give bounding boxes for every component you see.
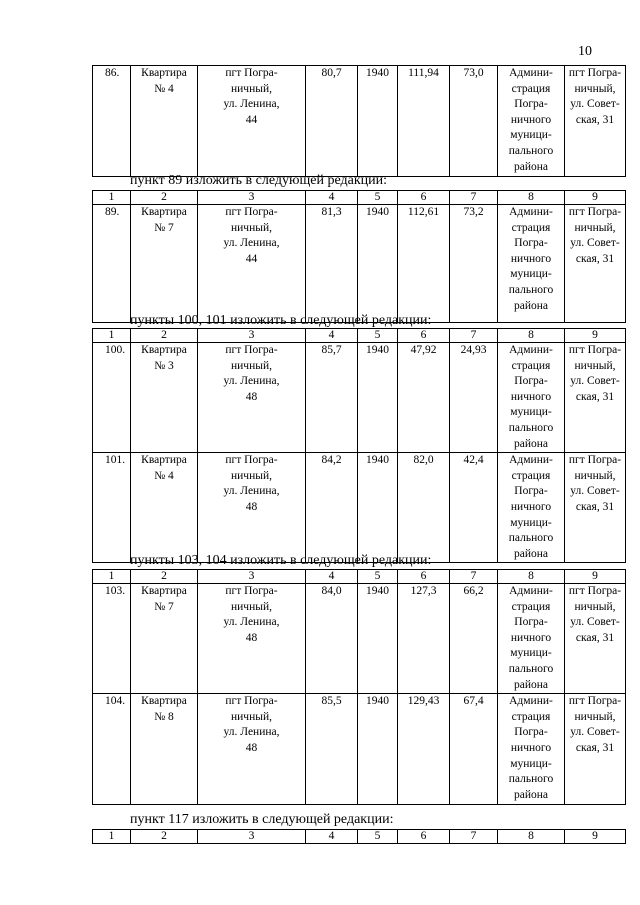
section-heading: пункты 100, 101 изложить в следующей редакции: bbox=[130, 313, 432, 328]
cell-line: Погра- bbox=[514, 237, 548, 250]
cell-holder bbox=[498, 205, 565, 323]
cell-line: ничного bbox=[510, 113, 552, 126]
cell-area: 85,7 bbox=[306, 343, 358, 453]
cell-number: 104. bbox=[93, 694, 131, 805]
column-number-cell: 7 bbox=[450, 329, 498, 343]
cell-line: Админи- bbox=[509, 695, 553, 708]
column-number-cell: 3 bbox=[198, 830, 306, 844]
cell-line: пгт Погра- bbox=[568, 67, 622, 79]
cell-line: страция bbox=[511, 710, 551, 723]
page-number: 10 bbox=[578, 44, 592, 59]
cell-col6: 129,43 bbox=[398, 694, 450, 805]
cell-object bbox=[131, 66, 198, 177]
cell-area: 81,3 bbox=[306, 205, 358, 323]
cell-line: пального bbox=[508, 662, 554, 675]
column-number-cell: 4 bbox=[306, 830, 358, 844]
cell-line: пгт Погра- bbox=[568, 206, 622, 218]
cell-holder bbox=[498, 584, 565, 694]
table-row bbox=[93, 205, 626, 323]
cell-line: ничный, bbox=[574, 600, 616, 613]
cell-address bbox=[198, 66, 306, 177]
cell-area: 80,7 bbox=[306, 66, 358, 177]
cell-line: Погра- bbox=[514, 485, 548, 498]
cell-line: муници- bbox=[510, 647, 552, 660]
cell-line: ская, 31 bbox=[575, 500, 615, 513]
column-number-cell: 1 bbox=[93, 191, 131, 205]
cell-line: ничного bbox=[510, 390, 552, 403]
cell-line: страция bbox=[511, 82, 551, 95]
cell-area: 85,5 bbox=[306, 694, 358, 805]
column-number-cell: 9 bbox=[565, 329, 626, 343]
column-number-cell: 8 bbox=[498, 329, 565, 343]
cell-line: муници- bbox=[510, 129, 552, 142]
cell-line: № 4 bbox=[154, 469, 174, 482]
cell-line: ул. Совет- bbox=[570, 616, 620, 629]
cell-line: муници- bbox=[510, 268, 552, 281]
cell-col6: 47,92 bbox=[398, 343, 450, 453]
cell-line: № 7 bbox=[154, 600, 174, 613]
cell-line: Квартира bbox=[141, 454, 187, 467]
cell-line: пального bbox=[508, 773, 554, 786]
section-heading: пункты 103, 104 изложить в следующей редакции: bbox=[130, 553, 432, 568]
cell-holder bbox=[498, 343, 565, 453]
table-row bbox=[93, 584, 626, 694]
cell-address bbox=[198, 205, 306, 323]
table-row bbox=[93, 453, 626, 563]
cell-line: муници- bbox=[510, 757, 552, 770]
cell-line: ул. Совет- bbox=[570, 375, 620, 388]
cell-line: района bbox=[513, 788, 549, 801]
column-number-cell: 7 bbox=[450, 191, 498, 205]
cell-line: района bbox=[513, 437, 549, 450]
cell-year: 1940 bbox=[358, 453, 398, 563]
cell-line: района bbox=[513, 547, 549, 560]
cell-line: Погра- bbox=[514, 98, 548, 111]
cell-line: страция bbox=[511, 600, 551, 613]
cell-line: ул. Ленина, bbox=[223, 485, 280, 498]
column-number-cell: 4 bbox=[306, 329, 358, 343]
column-number-cell: 5 bbox=[358, 329, 398, 343]
cell-col6: 112,61 bbox=[398, 205, 450, 323]
column-number-cell: 3 bbox=[198, 191, 306, 205]
cell-col6: 111,94 bbox=[398, 66, 450, 177]
cell-line: пгт Погра- bbox=[225, 695, 278, 708]
cell-line: страция bbox=[511, 359, 551, 372]
column-number-cell: 1 bbox=[93, 329, 131, 343]
cell-line: муници- bbox=[510, 516, 552, 529]
table-row bbox=[93, 343, 626, 453]
cell-line: 44 bbox=[245, 113, 258, 126]
cell-number: 101. bbox=[93, 453, 131, 563]
cell-line: Админи- bbox=[509, 206, 553, 218]
cell-line: № 7 bbox=[154, 221, 174, 234]
column-number-cell: 7 bbox=[450, 570, 498, 584]
cell-col7: 24,93 bbox=[450, 343, 498, 453]
column-number-cell: 3 bbox=[198, 570, 306, 584]
cell-line: ничный, bbox=[574, 82, 616, 95]
cell-line: ская, 31 bbox=[575, 390, 615, 403]
cell-number: 86. bbox=[93, 66, 131, 177]
cell-line: страция bbox=[511, 221, 551, 234]
cell-line: Погра- bbox=[514, 375, 548, 388]
cell-line: ничный, bbox=[574, 221, 616, 234]
cell-line: пгт Погра- bbox=[568, 585, 622, 597]
column-number-cell: 6 bbox=[398, 830, 450, 844]
cell-area: 84,2 bbox=[306, 453, 358, 563]
cell-line: ул. Совет- bbox=[570, 485, 620, 498]
property-table bbox=[92, 65, 626, 177]
table-row bbox=[93, 694, 626, 805]
column-number-cell: 9 bbox=[565, 830, 626, 844]
cell-line: Квартира bbox=[141, 344, 187, 356]
cell-line: 48 bbox=[245, 631, 258, 644]
cell-object bbox=[131, 584, 198, 694]
section-heading: пункт 89 изложить в следующей редакции: bbox=[130, 173, 387, 188]
cell-line: ничный, bbox=[574, 469, 616, 482]
cell-line: ул. Совет- bbox=[570, 726, 620, 739]
cell-line: ская, 31 bbox=[575, 113, 615, 126]
column-number-cell: 7 bbox=[450, 830, 498, 844]
column-number-cell: 8 bbox=[498, 570, 565, 584]
cell-line: пального bbox=[508, 144, 554, 157]
cell-line: ул. Совет- bbox=[570, 98, 620, 111]
cell-line: ул. Ленина, bbox=[223, 237, 280, 250]
cell-line: ничный, bbox=[574, 359, 616, 372]
property-table bbox=[92, 190, 626, 323]
column-number-cell: 8 bbox=[498, 191, 565, 205]
cell-line: ничный, bbox=[574, 710, 616, 723]
cell-line: ничного bbox=[510, 500, 552, 513]
cell-line: района bbox=[513, 160, 549, 173]
cell-location bbox=[565, 584, 626, 694]
table-row bbox=[93, 66, 626, 177]
cell-line: Квартира bbox=[141, 206, 187, 218]
cell-location bbox=[565, 343, 626, 453]
cell-line: пального bbox=[508, 532, 554, 545]
cell-line: Админи- bbox=[509, 67, 553, 79]
cell-line: ская, 31 bbox=[575, 741, 615, 754]
cell-address bbox=[198, 694, 306, 805]
column-number-cell: 4 bbox=[306, 570, 358, 584]
cell-holder bbox=[498, 453, 565, 563]
cell-number: 89. bbox=[93, 205, 131, 323]
cell-line: ская, 31 bbox=[575, 252, 615, 265]
cell-col7: 73,0 bbox=[450, 66, 498, 177]
column-number-cell: 1 bbox=[93, 570, 131, 584]
cell-col7: 42,4 bbox=[450, 453, 498, 563]
cell-line: Квартира bbox=[141, 695, 187, 708]
cell-address bbox=[198, 453, 306, 563]
column-number-cell: 5 bbox=[358, 191, 398, 205]
cell-object bbox=[131, 343, 198, 453]
cell-line: пгт Погра- bbox=[568, 454, 622, 467]
property-table bbox=[92, 829, 626, 844]
cell-line: ул. Ленина, bbox=[223, 616, 280, 629]
cell-line: пгт Погра- bbox=[225, 344, 278, 356]
column-number-cell: 5 bbox=[358, 570, 398, 584]
cell-line: пгт Погра- bbox=[225, 454, 278, 467]
cell-line: пгт Погра- bbox=[568, 695, 622, 708]
column-number-row bbox=[93, 570, 626, 584]
column-number-row bbox=[93, 830, 626, 844]
cell-line: пгт Погра- bbox=[225, 585, 278, 597]
cell-line: ничный, bbox=[230, 82, 272, 95]
column-number-cell: 2 bbox=[131, 830, 198, 844]
cell-line: Админи- bbox=[509, 344, 553, 356]
cell-line: № 4 bbox=[154, 82, 174, 95]
cell-number: 100. bbox=[93, 343, 131, 453]
cell-location bbox=[565, 205, 626, 323]
cell-col7: 67,4 bbox=[450, 694, 498, 805]
cell-line: ничный, bbox=[230, 600, 272, 613]
cell-line: 48 bbox=[245, 741, 258, 754]
cell-year: 1940 bbox=[358, 584, 398, 694]
column-number-cell: 9 bbox=[565, 570, 626, 584]
cell-object bbox=[131, 694, 198, 805]
cell-line: № 8 bbox=[154, 710, 174, 723]
cell-line: ничный, bbox=[230, 469, 272, 482]
column-number-cell: 2 bbox=[131, 329, 198, 343]
column-number-cell: 6 bbox=[398, 191, 450, 205]
cell-line: ничного bbox=[510, 252, 552, 265]
cell-col7: 73,2 bbox=[450, 205, 498, 323]
cell-line: района bbox=[513, 299, 549, 312]
cell-line: страция bbox=[511, 469, 551, 482]
column-number-cell: 6 bbox=[398, 329, 450, 343]
cell-line: 48 bbox=[245, 500, 258, 513]
cell-year: 1940 bbox=[358, 694, 398, 805]
cell-line: Погра- bbox=[514, 616, 548, 629]
cell-line: ул. Ленина, bbox=[223, 726, 280, 739]
cell-line: ул. Ленина, bbox=[223, 375, 280, 388]
cell-holder bbox=[498, 694, 565, 805]
cell-line: Погра- bbox=[514, 726, 548, 739]
cell-col6: 82,0 bbox=[398, 453, 450, 563]
cell-line: 48 bbox=[245, 390, 258, 403]
column-number-cell: 9 bbox=[565, 191, 626, 205]
cell-location bbox=[565, 453, 626, 563]
column-number-cell: 8 bbox=[498, 830, 565, 844]
column-number-row bbox=[93, 329, 626, 343]
cell-line: пгт Погра- bbox=[225, 67, 278, 79]
cell-holder bbox=[498, 66, 565, 177]
cell-year: 1940 bbox=[358, 66, 398, 177]
cell-address bbox=[198, 343, 306, 453]
cell-location bbox=[565, 694, 626, 805]
cell-year: 1940 bbox=[358, 205, 398, 323]
cell-line: пального bbox=[508, 421, 554, 434]
cell-location bbox=[565, 66, 626, 177]
cell-year: 1940 bbox=[358, 343, 398, 453]
cell-area: 84,0 bbox=[306, 584, 358, 694]
section-heading: пункт 117 изложить в следующей редакции: bbox=[130, 812, 394, 827]
cell-col7: 66,2 bbox=[450, 584, 498, 694]
cell-line: Админи- bbox=[509, 585, 553, 597]
cell-number: 103. bbox=[93, 584, 131, 694]
column-number-cell: 5 bbox=[358, 830, 398, 844]
cell-line: Админи- bbox=[509, 454, 553, 467]
cell-line: пального bbox=[508, 283, 554, 296]
cell-line: Квартира bbox=[141, 585, 187, 597]
cell-line: 44 bbox=[245, 252, 258, 265]
property-table bbox=[92, 328, 626, 563]
column-number-cell: 3 bbox=[198, 329, 306, 343]
cell-col6: 127,3 bbox=[398, 584, 450, 694]
cell-line: ская, 31 bbox=[575, 631, 615, 644]
cell-line: пгт Погра- bbox=[225, 206, 278, 218]
cell-line: ничный, bbox=[230, 359, 272, 372]
column-number-row bbox=[93, 191, 626, 205]
cell-line: Квартира bbox=[141, 67, 187, 79]
cell-object bbox=[131, 453, 198, 563]
property-table bbox=[92, 569, 626, 805]
cell-line: ул. Совет- bbox=[570, 237, 620, 250]
cell-line: пгт Погра- bbox=[568, 344, 622, 356]
column-number-cell: 2 bbox=[131, 191, 198, 205]
cell-line: района bbox=[513, 678, 549, 691]
column-number-cell: 1 bbox=[93, 830, 131, 844]
cell-line: муници- bbox=[510, 406, 552, 419]
cell-line: ничный, bbox=[230, 221, 272, 234]
cell-object bbox=[131, 205, 198, 323]
cell-line: ничного bbox=[510, 741, 552, 754]
column-number-cell: 6 bbox=[398, 570, 450, 584]
cell-address bbox=[198, 584, 306, 694]
column-number-cell: 4 bbox=[306, 191, 358, 205]
cell-line: ничный, bbox=[230, 710, 272, 723]
column-number-cell: 2 bbox=[131, 570, 198, 584]
cell-line: ничного bbox=[510, 631, 552, 644]
cell-line: ул. Ленина, bbox=[223, 98, 280, 111]
cell-line: № 3 bbox=[154, 359, 174, 372]
